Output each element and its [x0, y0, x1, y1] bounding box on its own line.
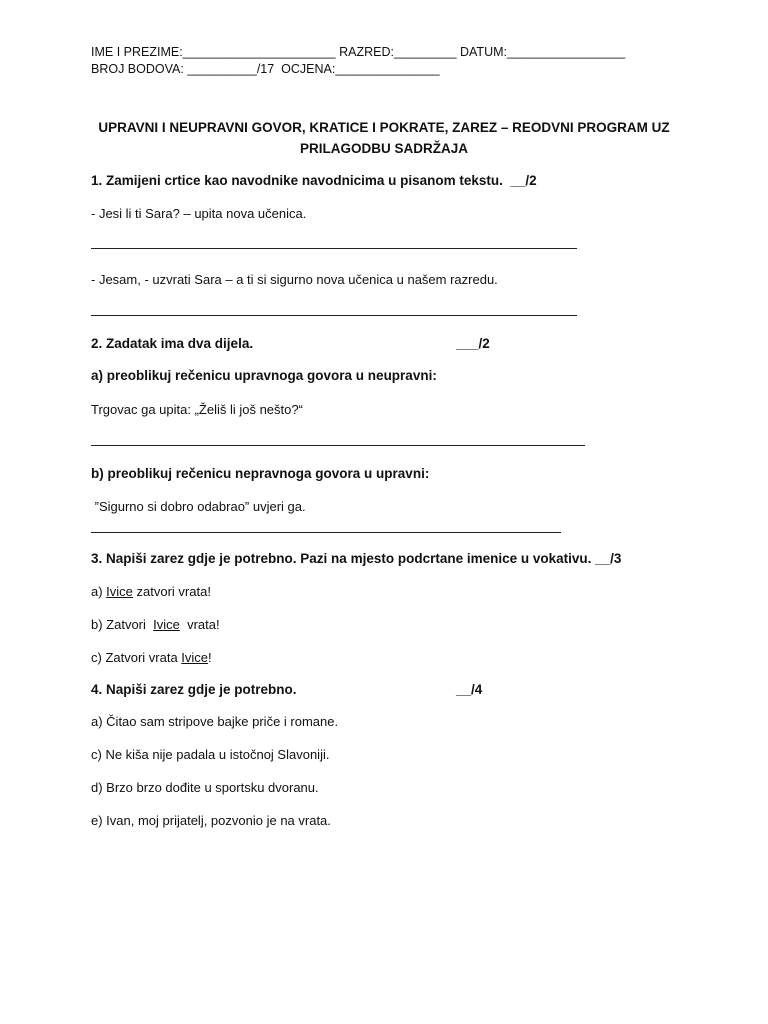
question-2-points: ___/2	[456, 336, 490, 351]
question-4e: e) Ivan, moj prijatelj, pozvonio je na vrata.	[91, 813, 331, 828]
vocative-noun: Ivice	[181, 650, 209, 665]
question-1-sentence-1: - Jesi li ti Sara? – upita nova učenica.	[91, 206, 307, 221]
question-2a-sentence: Trgovac ga upita: „Želiš li još nešto?“	[91, 402, 303, 417]
question-3c: c) Zatvori vrata Ivice!	[91, 650, 212, 665]
score-line: BROJ BODOVA: __________/17 OCJENA:_______________	[91, 62, 440, 76]
question-4-heading: 4. Napiši zarez gdje je potrebno.	[91, 682, 297, 697]
question-1-sentence-2: - Jesam, - uzvrati Sara – a ti si sigurno nova učenica u našem razredu.	[91, 272, 498, 287]
question-2-heading: 2. Zadatak ima dva dijela.	[91, 336, 254, 351]
vocative-noun: Ivice	[106, 584, 133, 599]
question-4-points: __/4	[456, 682, 483, 697]
question-2b-sentence: ”Sigurno si dobro odabrao” uvjeri ga.	[91, 499, 306, 514]
page-title-line2: PRILAGODBU SADRŽAJA	[299, 141, 468, 156]
question-3-heading: 3. Napiši zarez gdje je potrebno. Pazi na mjesto podcrtane imenice u vokativu. __/3	[91, 551, 622, 566]
answer-line[interactable]	[91, 445, 585, 446]
question-4c: c) Ne kiša nije padala u istočnoj Slavoniji.	[91, 747, 330, 762]
question-4d: d) Brzo brzo dođite u sportsku dvoranu.	[91, 780, 319, 795]
answer-line[interactable]	[91, 248, 577, 249]
question-3b: b) Zatvori Ivice vrata!	[91, 617, 220, 632]
student-info-line: IME I PREZIME:______________________ RAZRED:_________ DATUM:_________________	[91, 45, 626, 59]
question-3a: a) Ivice zatvori vrata!	[91, 584, 211, 599]
answer-line[interactable]	[91, 315, 577, 316]
vocative-noun: Ivice	[153, 617, 180, 632]
question-2a-label: a) preoblikuj rečenicu upravnoga govora u neupravni:	[91, 368, 437, 383]
question-2b-label: b) preoblikuj rečenicu nepravnoga govora u upravni:	[91, 466, 430, 481]
question-4a: a) Čitao sam stripove bajke priče i romane.	[91, 714, 339, 729]
question-1-heading: 1. Zamijeni crtice kao navodnike navodnicima u pisanom tekstu. __/2	[91, 173, 537, 188]
answer-line[interactable]	[91, 532, 561, 533]
page-title: UPRAVNI I NEUPRAVNI GOVOR, KRATICE I POKRATE, ZAREZ – REODVNI PROGRAM UZ	[98, 120, 670, 135]
